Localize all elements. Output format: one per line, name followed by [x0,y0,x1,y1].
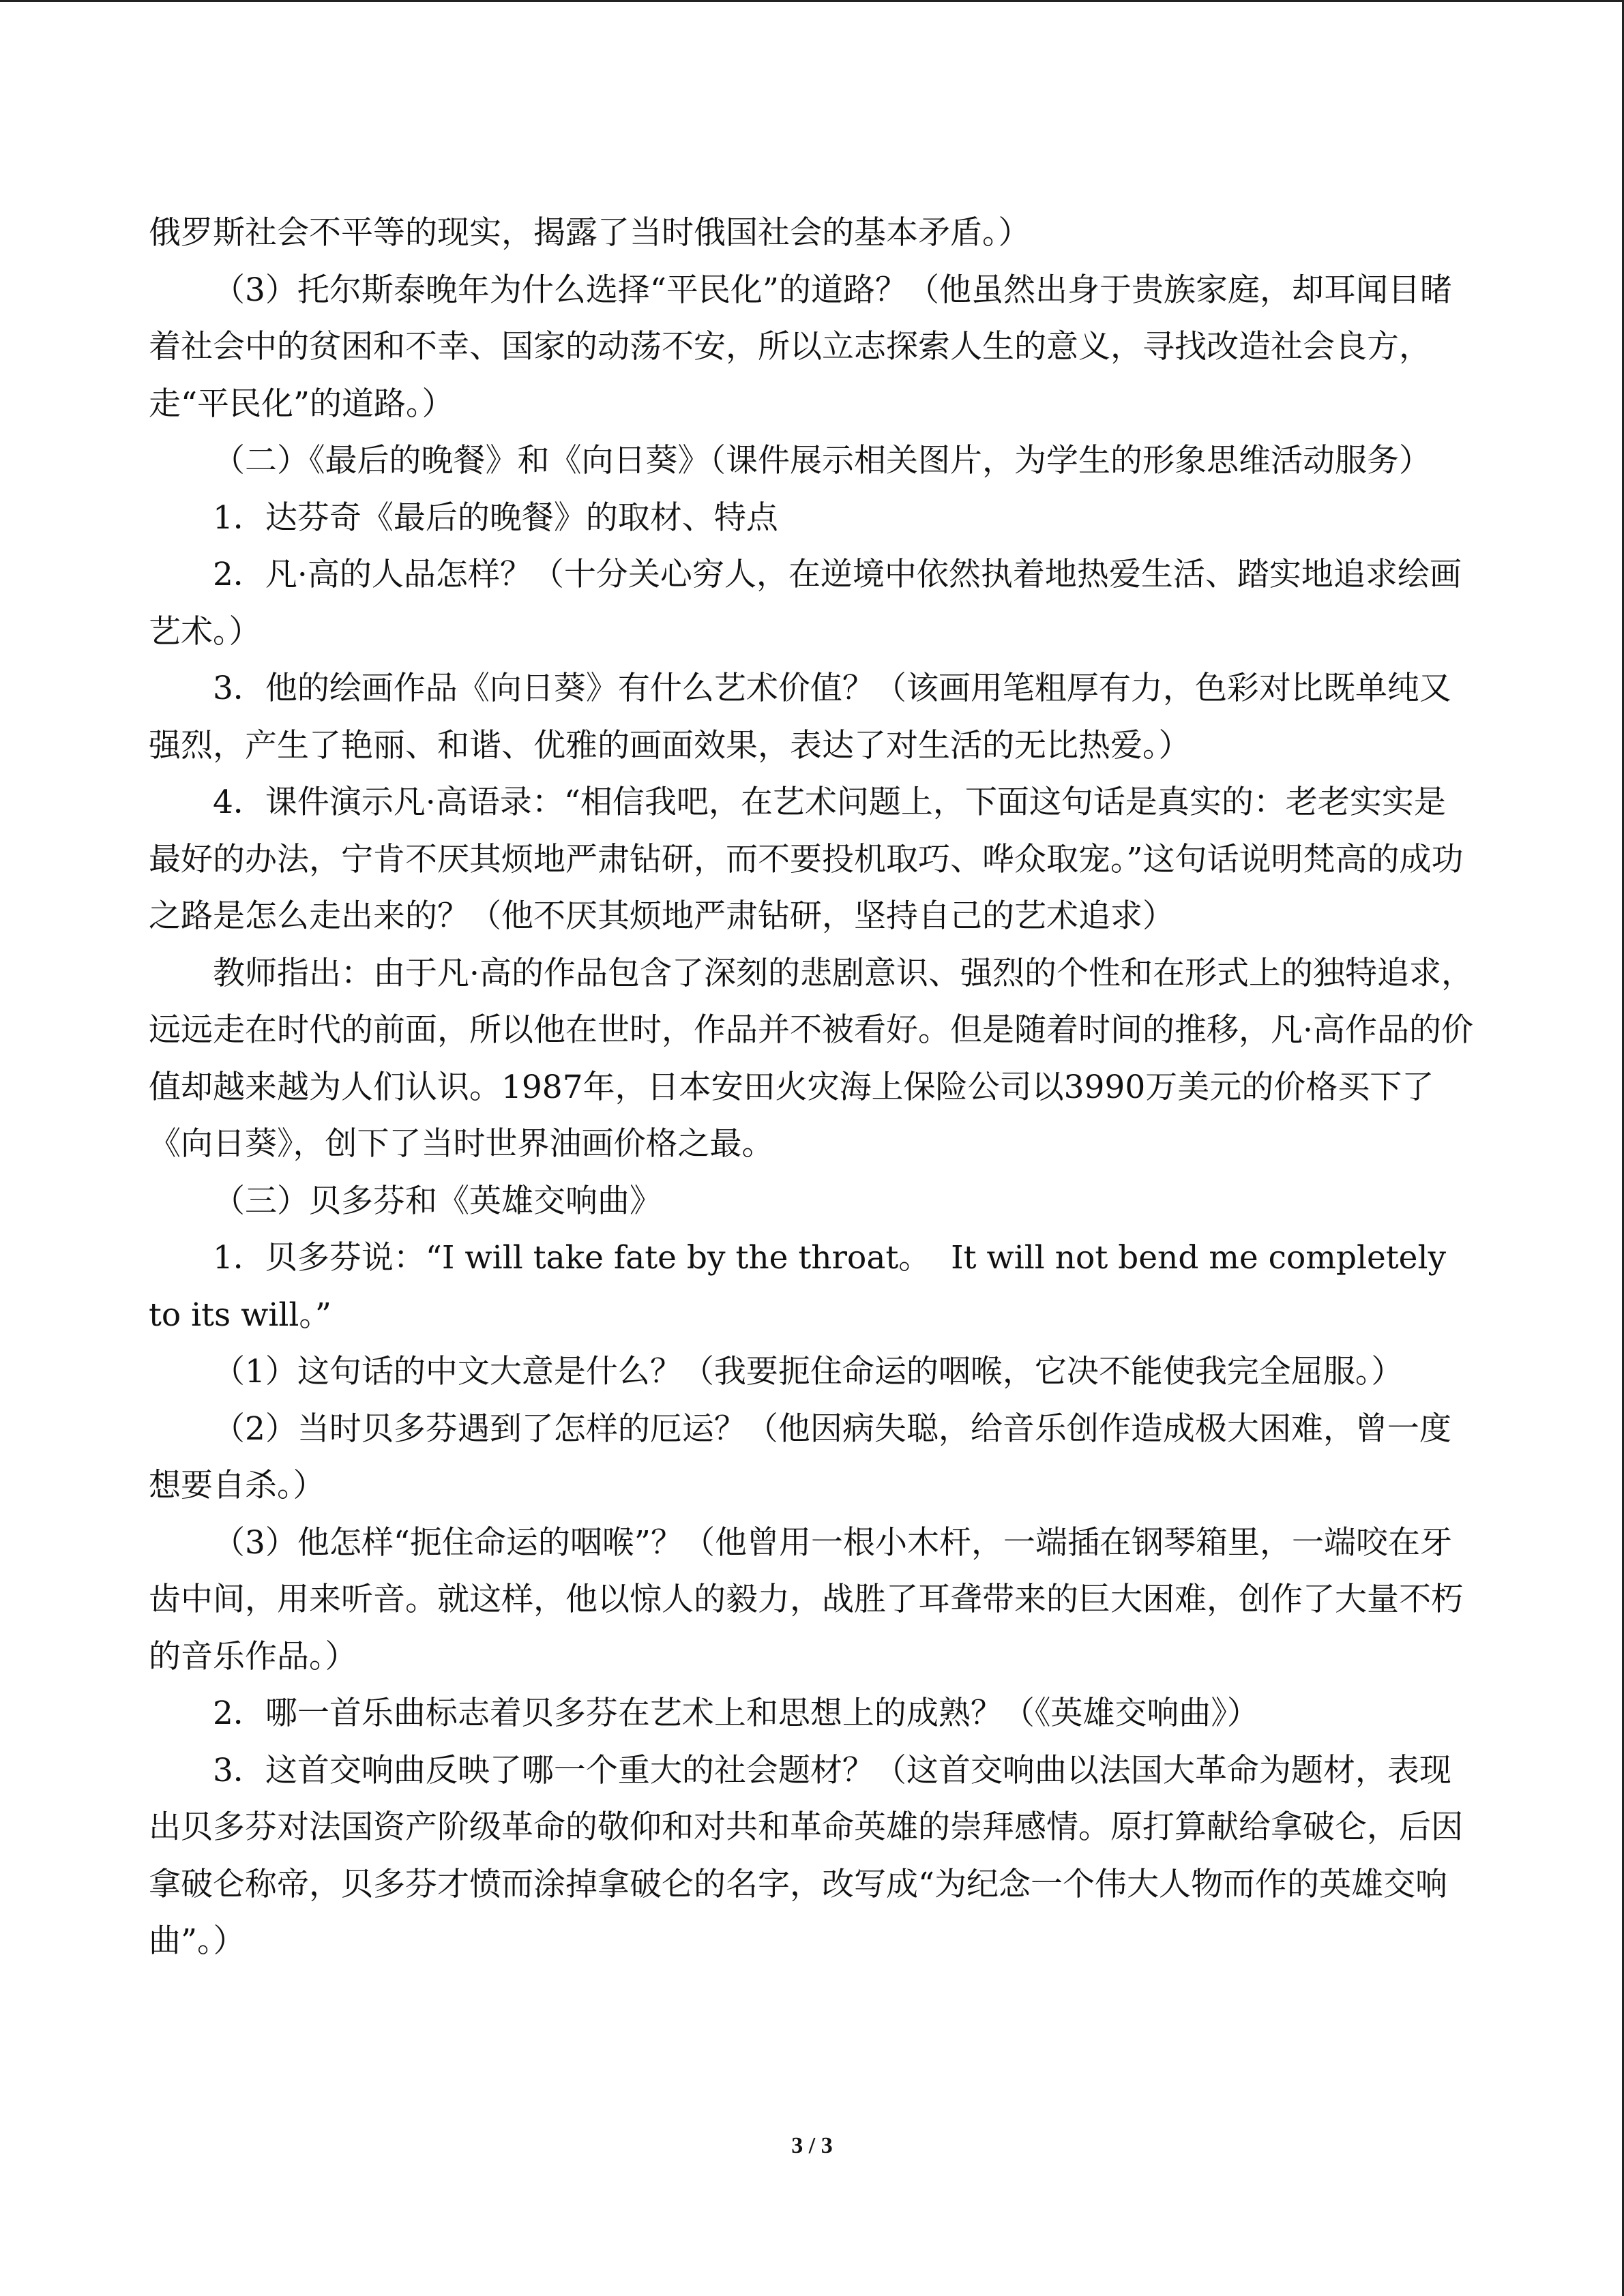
paragraph-1: 俄罗斯社会不平等的现实，揭露了当时俄国社会的基本矛盾。） [149,214,1031,252]
paragraph-15: 3．这首交响曲反映了哪一个重大的社会题材？（这首交响曲以法国大革命为题材，表现出贝多芬对法国资产阶级革命的敬仰和对共和革命英雄的崇拜感情。原打算献给拿破仑，后因拿破仑称帝，贝多芬才愤而涂掉拿破仑的名字，改写成“为纪念一个伟大人物而作的英雄交响曲”。） [149,1751,1463,1960]
paragraph-4: 1．达芬奇《最后的晚餐》的取材、特点 [213,498,778,537]
paragraph-13: （3）他怎样“扼住命运的咽喉”？（他曾用一根小木杆，一端插在钢琴箱里，一端咬在牙齿中间，用来听音。就这样，他以惊人的毅力，战胜了耳聋带来的巨大困难，创作了大量不朽的音乐作品。） [149,1523,1463,1675]
paragraph-8: 教师指出：由于凡·高的作品包含了深刻的悲剧意识、强烈的个性和在形式上的独特追求，远远走在时代的前面，所以他在世时，作品并不被看好。但是随着时间的推移，凡·高作品的价值却越来越为人们认识。1987年，日本安田火灾海上保险公司以3990万美元的价格买下了《向日葵》，创下了当时世界油画价格之最。 [149,954,1473,1163]
paragraph-2: （3）托尔斯泰晚年为什么选择“平民化”的道路？（他虽然出身于贵族家庭，却耳闻目睹着社会中的贫困和不幸、国家的动荡不安，所以立志探索人生的意义，寻找改造社会良方，走“平民化”的道路。） [149,271,1452,423]
paragraph-3: （二）《最后的晚餐》和《向日葵》（课件展示相关图片，为学生的形象思维活动服务） [213,442,1431,479]
page-number: 3 / 3 [791,2133,833,2158]
paragraph-7: 4．课件演示凡·高语录：“相信我吧，在艺术问题上，下面这句话是真实的：老老实实是最好的办法，宁肯不厌其烦地严肃钻研，而不要投机取巧、哗众取宠。”这句话说明梵高的成功之路是怎么走出来的？（他不厌其烦地严肃钻研，坚持自己的艺术追求） [149,784,1464,935]
document-body [149,205,1475,1970]
paragraph-5: 2．凡·高的人品怎样？（十分关心穷人，在逆境中依然执着地热爱生活、踏实地追求绘画艺术。） [149,556,1462,651]
paragraph-10: 1．贝多芬说：“I will take fate by the throat。 It will not bend me completely to its will。” [149,1239,1457,1334]
paragraph-6: 3．他的绘画作品《向日葵》有什么艺术价值？（该画用笔粗厚有力，色彩对比既单纯又强烈，产生了艳丽、和谐、优雅的画面效果，表达了对生活的无比热爱。） [149,670,1451,764]
paragraph-9: （三）贝多芬和《英雄交响曲》 [213,1182,662,1220]
paragraph-11: （1）这句话的中文大意是什么？（我要扼住命运的咽喉，它决不能使我完全屈服。） [213,1353,1404,1390]
paragraph-14: 2．哪一首乐曲标志着贝多芬在艺术上和思想上的成熟？（《英雄交响曲》） [213,1695,1259,1732]
paragraph-12: （2）当时贝多芬遇到了怎样的厄运？（他因病失聪，给音乐创作造成极大困难，曾一度想要自杀。） [149,1410,1451,1504]
